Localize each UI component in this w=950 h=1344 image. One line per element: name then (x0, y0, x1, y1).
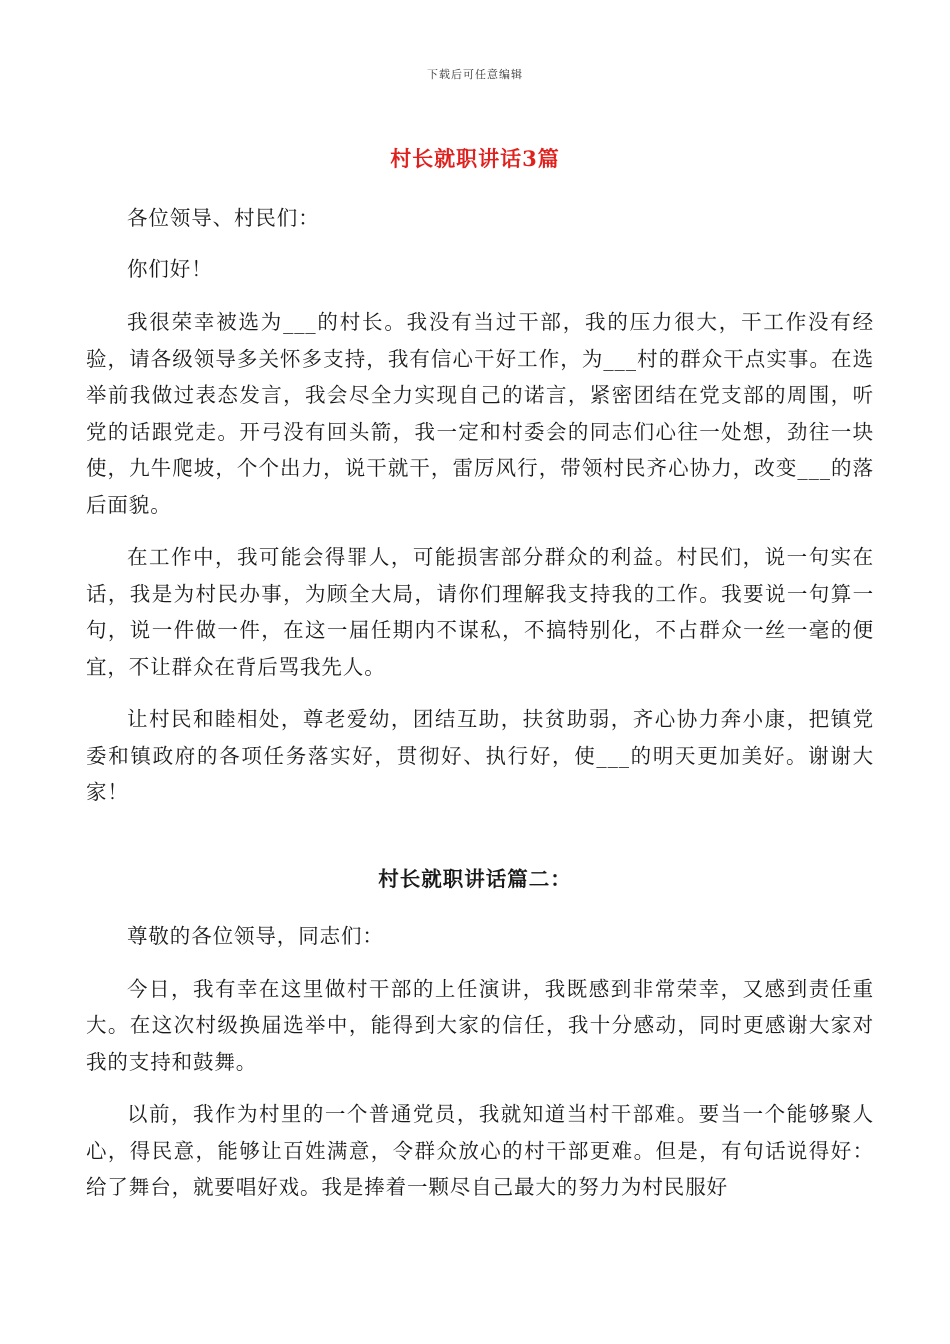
body-paragraph: 在工作中，我可能会得罪人，可能损害部分群众的利益。村民们，说一句实在话，我是为村民办事，为顾全大局，请你们理解我支持我的工作。我要说一句算一句，说一件做一件，在这一届任期内不谋私，不搞特别化，不占群众一丝一毫的便宜，不让群众在背后骂我先人。 (86, 545, 874, 679)
body-paragraph: 今日，我有幸在这里做村干部的上任演讲，我既感到非常荣幸，又感到责任重大。在这次村级换届选举中，能得到大家的信任，我十分感动，同时更感谢大家对我的支持和鼓舞。 (86, 976, 874, 1074)
body-paragraph: 让村民和睦相处，尊老爱幼，团结互助，扶贫助弱，齐心协力奔小康，把镇党委和镇政府的各项任务落实好，贯彻好、执行好，使___的明天更加美好。谢谢大家！ (86, 707, 874, 804)
body-paragraph: 我很荣幸被选为___的村长。我没有当过干部，我的压力很大，干工作没有经验，请各级领导多关怀多支持，我有信心干好工作，为___村的群众干点实事。在选举前我做过表态发言，我会尽全力实现自己的诺言，紧密团结在党支部的周围，听党的话跟党走。开弓没有回头箭，我一定和村委会的同志们心往一处想，劲往一块使，九牛爬坡，个个出力，说干就干，雷厉风行，带领村民齐心协力，改变___的落后面貌。 (86, 310, 874, 517)
section-heading: 村长就职讲话篇二： (378, 867, 572, 891)
salutation-paragraph: 各位领导、村民们： (127, 206, 320, 230)
document-title: 村长就职讲话3篇 (390, 146, 560, 171)
part1-body (86, 200, 874, 811)
body-paragraph: 以前，我作为村里的一个普通党员，我就知道当村干部难。要当一个能够聚人心，得民意，能够让百姓满意，令群众放心的村干部更难。但是，有句话说得好：给了舞台，就要唱好戏。我是捧着一颗尽自己最大的努力为村民服好 (86, 1102, 874, 1199)
salutation-paragraph: 尊敬的各位领导，同志们： (127, 924, 384, 948)
greeting-paragraph: 你们好！ (127, 256, 213, 281)
part2-body (86, 918, 874, 1206)
header-note: 下载后可任意编辑 (427, 68, 523, 81)
